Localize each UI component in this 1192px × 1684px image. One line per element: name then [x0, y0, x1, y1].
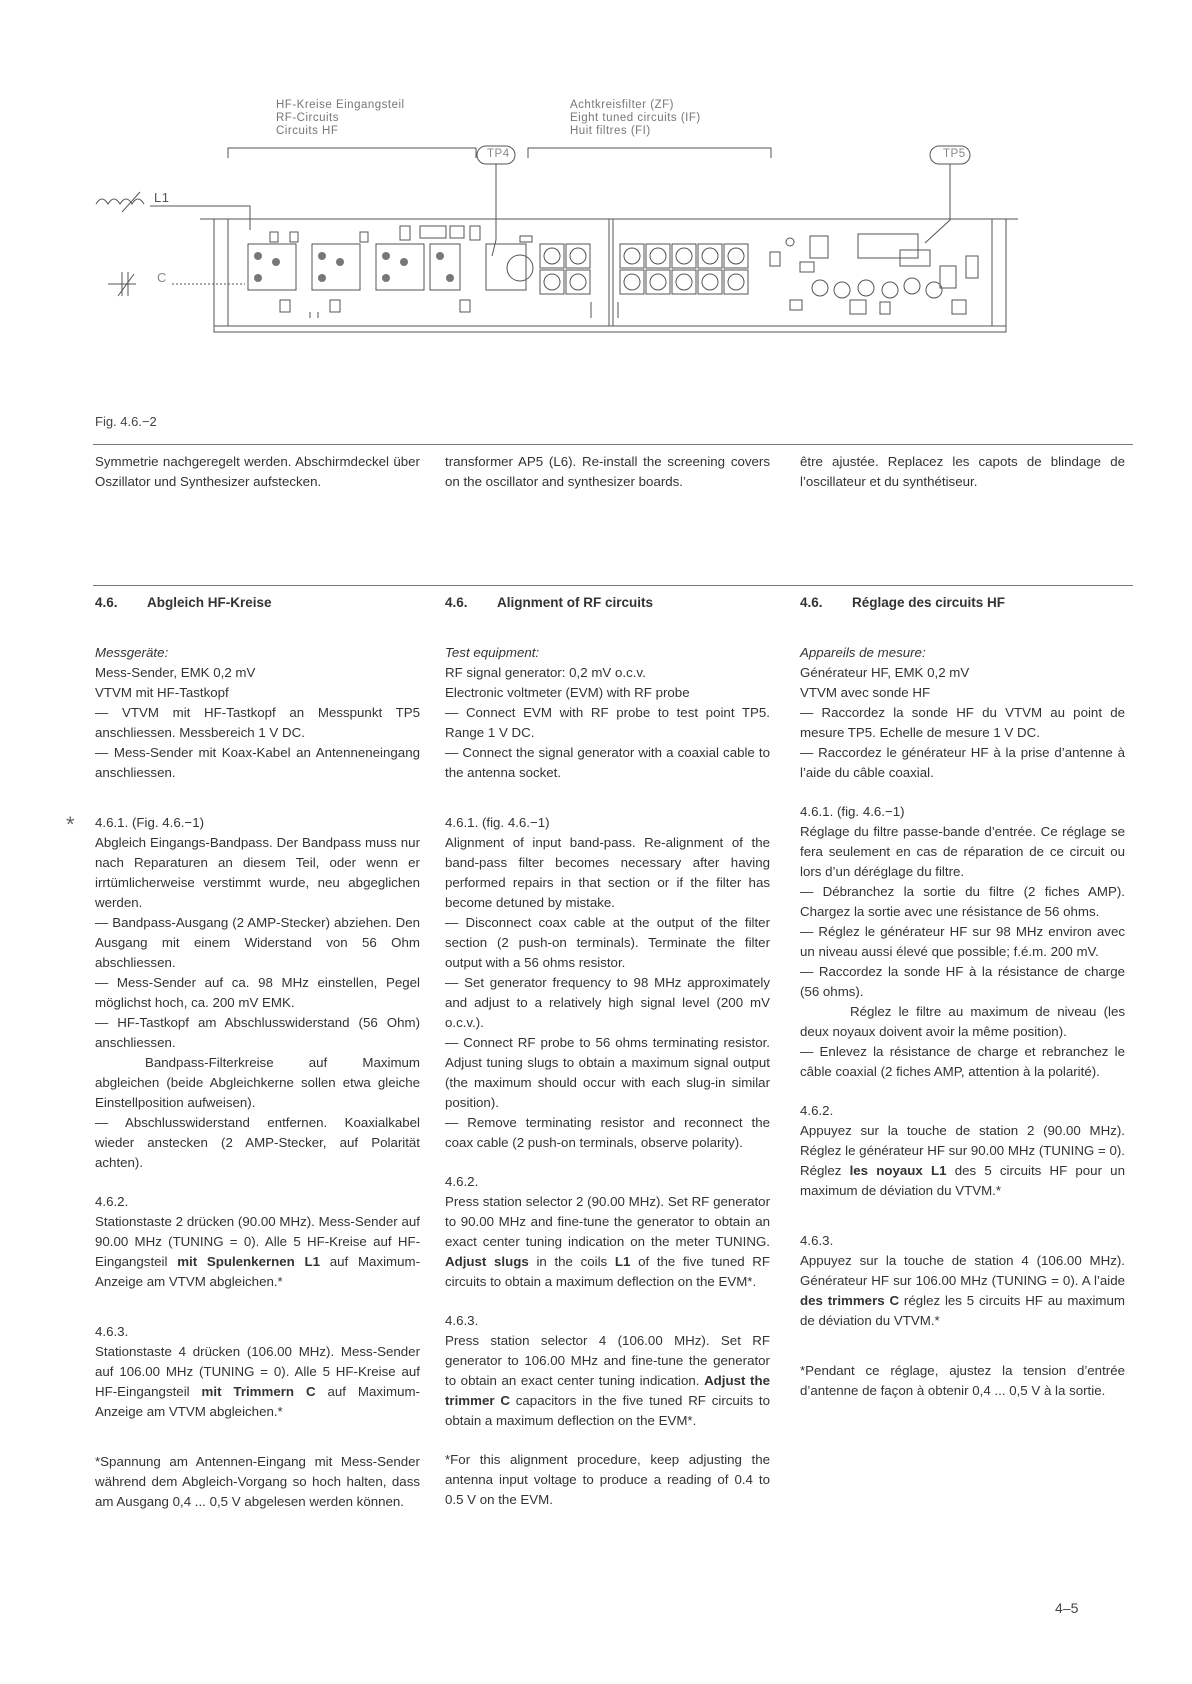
tp4-label: TP4 [487, 148, 510, 160]
de-subsection-462: 4.6.2. [95, 1194, 129, 1209]
en-461-para-4: — Connect RF probe to 56 ohms terminating resistor. Adjust tuning slugs to obtain a maximum signal output (the maximum should occur with each slug-in similar position). [445, 1035, 770, 1110]
de-461-para-5: Bandpass-Filterkreise auf Maximum abgleichen (beide Abgleichkerne sollen etwa gleiche Einstellposition aufweisen). [95, 1055, 420, 1110]
fr-461-para-2: — Débranchez la sortie du filtre (2 fiches AMP). Chargez la sortie avec une résistance de 56 ohms. [800, 884, 1125, 919]
de-heading [95, 593, 420, 613]
de-step-2: — Mess-Sender mit Koax-Kabel an Antenneneingang anschliessen. [95, 745, 420, 780]
fr-461-para-6: — Enlevez la résistance de charge et rebranchez le câble coaxial (2 fiches AMP, attention à la polarité). [800, 1044, 1125, 1079]
en-footnote: *For this alignment procedure, keep adjusting the antenna input voltage to produce a reading of 0.4 to 0.5 V on the EVM. [445, 1452, 770, 1507]
de-461-para-3: — Mess-Sender auf ca. 98 MHz einstellen, Pegel möglichst hoch, ca. 200 mV EMK. [95, 975, 420, 1010]
de-equipment-title: Messgeräte: [95, 645, 169, 660]
margin-asterisk: * [66, 812, 75, 837]
page-number: 4–5 [1055, 1600, 1079, 1616]
tp5-label: TP5 [943, 148, 966, 160]
french-column [800, 593, 1125, 1401]
fr-461-para-4: — Raccordez la sonde HF à la résistance de charge (56 ohms). [800, 964, 1125, 999]
de-462-text-a: Stationstaste 2 drücken (90.00 MHz). Mess-Sender auf 90.00 MHz (TUNING = 0). Alle 5 HF-Kreise auf HF-Eingangsteil [95, 1214, 420, 1269]
fr-463-text [800, 1251, 1125, 1331]
en-subsection-461: 4.6.1. (fig. 4.6.−1) [445, 815, 550, 830]
label-eight-tuned: Eight tuned circuits (IF) [570, 112, 701, 124]
fr-heading [800, 593, 1125, 613]
en-heading [445, 593, 770, 613]
fr-top-text: être ajustée. Replacez les capots de blindage de l’oscillateur et du synthétiseur. [800, 454, 1125, 489]
label-huit-filtres: Huit filtres (FI) [570, 125, 651, 137]
board-drawing [0, 0, 1192, 380]
en-section-title: Alignment of RF circuits [497, 595, 654, 610]
german-column [95, 593, 420, 1512]
de-461-para-4: — HF-Tastkopf am Abschlusswiderstand (56 Ohm) anschliessen. [95, 1015, 420, 1050]
en-top-text: transformer AP5 (L6). Re-install the screening covers on the oscillator and synthesizer boards. [445, 454, 770, 489]
fr-463-text-bold: des trimmers C [800, 1293, 900, 1308]
fr-subsection-462: 4.6.2. [800, 1103, 834, 1118]
fr-462-text-c: des 5 circuits HF pour un maximum de déviation du VTVM.* [800, 1163, 1125, 1198]
fr-equipment-2: VTVM avec sonde HF [800, 685, 931, 700]
c-label: C [157, 270, 167, 285]
fr-461-para-5: Réglez le filtre au maximum de niveau (les deux noyaux doivent avoir la même position). [800, 1004, 1125, 1039]
en-462-text-bold-1: Adjust slugs [445, 1254, 529, 1269]
en-462-text [445, 1192, 770, 1292]
en-461-para-5: — Remove terminating resistor and reconnect the coax cable (2 push-on terminals, observe polarity). [445, 1115, 770, 1150]
de-equipment-1: Mess-Sender, EMK 0,2 mV [95, 665, 256, 680]
l1-label: L1 [154, 190, 170, 205]
rule-top [93, 444, 1133, 445]
fr-463-text-c: réglez les 5 circuits HF au maximum de déviation du VTVM.* [800, 1293, 1125, 1328]
de-step-1: — VTVM mit HF-Tastkopf an Messpunkt TP5 anschliessen. Messbereich 1 V DC. [95, 705, 420, 740]
circuit-board-figure [0, 0, 1192, 380]
label-circuits-hf: Circuits HF [276, 125, 339, 137]
de-subsection-463: 4.6.3. [95, 1324, 129, 1339]
fr-step-1: — Raccordez la sonde HF du VTVM au point de mesure TP5. Echelle de mesure 1 V DC. [800, 705, 1125, 740]
de-section-title: Abgleich HF-Kreise [147, 595, 272, 610]
de-footnote: *Spannung am Antennen-Eingang mit Mess-Sender während dem Abgleich-Vorgang so hoch halten, dass am Ausgang 0,4 ... 0,5 V abgelesen werden können. [95, 1454, 420, 1509]
fr-462-text [800, 1121, 1125, 1201]
de-top-text: Symmetrie nachgeregelt werden. Abschirmdeckel über Oszillator und Synthesizer aufstecken. [95, 454, 420, 489]
de-463-text-c: auf Maximum-Anzeige am VTVM abgleichen.* [95, 1384, 420, 1419]
en-step-2: — Connect the signal generator with a coaxial cable to the antenna socket. [445, 745, 770, 780]
de-equipment-2: VTVM mit HF-Tastkopf [95, 685, 229, 700]
de-461-para-6: — Abschlusswiderstand entfernen. Koaxialkabel wieder anstecken (2 AMP-Stecker, auf Polarität achten). [95, 1115, 420, 1170]
label-rf-circuits: RF-Circuits [276, 112, 339, 124]
figure-caption: Fig. 4.6.−2 [95, 414, 157, 429]
de-462-text [95, 1212, 420, 1292]
en-462-text-a: Press station selector 2 (90.00 MHz). Set RF generator to 90.00 MHz and fine-tune the generator to obtain an exact center tuning indication on the meter TUNING. [445, 1194, 770, 1249]
en-equipment-1: RF signal generator: 0,2 mV o.c.v. [445, 665, 646, 680]
en-462-text-c: in the coils [536, 1254, 608, 1269]
de-463-text-bold: mit Trimmern C [201, 1384, 316, 1399]
en-equipment-title: Test equipment: [445, 645, 540, 660]
fr-footnote: *Pendant ce réglage, ajustez la tension d’entrée d’antenne de façon à obtenir 0,4 ... 0,5 V à la sortie. [800, 1363, 1125, 1398]
fr-subsection-461: 4.6.1. (fig. 4.6.−1) [800, 804, 905, 819]
fr-462-text-bold: les noyaux L1 [849, 1163, 947, 1178]
en-463-text-c: capacitors in the five tuned RF circuits to obtain a maximum deflection on the EVM*. [445, 1393, 770, 1428]
de-463-text-a: Stationstaste 4 drücken (106.00 MHz). Mess-Sender auf 106.00 MHz (TUNING = 0). Alle 5 HF-Kreise auf HF-Eingangsteil [95, 1344, 420, 1399]
en-step-1: — Connect EVM with RF probe to test point TP5. Range 1 V DC. [445, 705, 770, 740]
english-column [445, 593, 770, 1510]
en-463-text-a: Press station selector 4 (106.00 MHz). Set RF generator to 106.00 MHz and fine-tune the generator to obtain an exact center tuning indication. [445, 1333, 770, 1388]
fr-463-text-a: Appuyez sur la touche de station 4 (106.00 MHz). Générateur HF sur 106.00 MHz (TUNING = 0). A l’aide [800, 1253, 1125, 1288]
fr-461-para-1: Réglage du filtre passe-bande d’entrée. Ce réglage se fera seulement en cas de réparation de ce circuit ou lors d’un déréglage du filtre. [800, 824, 1125, 879]
de-461-para-1: Abgleich Eingangs-Bandpass. Der Bandpass muss nur nach Reparaturen an diesem Teil, oder wenn er irrtümlicherweise verstimmt wurde, neu abgeglichen werden. [95, 835, 420, 910]
en-equipment-2: Electronic voltmeter (EVM) with RF probe [445, 685, 690, 700]
de-subsection-461: 4.6.1. (Fig. 4.6.−1) [95, 815, 205, 830]
de-462-text-bold: mit Spulenkernen L1 [177, 1254, 321, 1269]
de-462-text-c: auf Maximum-Anzeige am VTVM abgleichen.* [95, 1254, 421, 1289]
en-463-text-bold: Adjust the trimmer C [445, 1373, 770, 1408]
fr-section-title: Réglage des circuits HF [852, 595, 1006, 610]
en-462-text-bold-2: L1 [614, 1254, 631, 1269]
fr-section-number: 4.6. [800, 595, 823, 610]
fr-equipment-title: Appareils de mesure: [800, 645, 926, 660]
label-hf-kreise: HF-Kreise Eingangsteil [276, 99, 405, 111]
de-463-text [95, 1342, 420, 1422]
en-subsection-462: 4.6.2. [445, 1174, 479, 1189]
de-461-para-2: — Bandpass-Ausgang (2 AMP-Stecker) abziehen. Den Ausgang mit einem Widerstand von 56 Ohm abschliessen. [95, 915, 420, 970]
en-subsection-463: 4.6.3. [445, 1313, 479, 1328]
fr-step-2: — Raccordez le générateur HF à la prise d’antenne à l’aide du câble coaxial. [800, 745, 1125, 780]
en-462-text-e: of the five tuned RF circuits to obtain a maximum deflection on the EVM*. [445, 1254, 770, 1289]
label-achtkreisfilter: Achtkreisfilter (ZF) [570, 99, 674, 111]
fr-462-text-a: Appuyez sur la touche de station 2 (90.00 MHz). Réglez le générateur HF sur 90.00 MHz (TUNING = 0). Réglez [800, 1123, 1125, 1178]
en-section-number: 4.6. [445, 595, 468, 610]
en-461-para-3: — Set generator frequency to 98 MHz approximately and adjust to a relatively high signal level (200 mV o.c.v.). [445, 975, 770, 1030]
fr-subsection-463: 4.6.3. [800, 1233, 834, 1248]
rule-section [93, 585, 1133, 586]
fr-equipment-1: Générateur HF, EMK 0,2 mV [800, 665, 970, 680]
de-section-number: 4.6. [95, 595, 118, 610]
en-463-text [445, 1331, 770, 1431]
en-461-para-2: — Disconnect coax cable at the output of the filter section (2 push-on terminals). Terminate the filter output with a 56 ohms resistor. [445, 915, 770, 970]
en-461-para-1: Alignment of input band-pass. Re-alignment of the band-pass filter becomes necessary after having performed repairs in that section or if the filter has become detuned by mistake. [445, 835, 770, 910]
fr-461-para-3: — Réglez le générateur HF sur 98 MHz environ avec un niveau aussi élevé que possible; f.é.m. 200 mV. [800, 924, 1125, 959]
